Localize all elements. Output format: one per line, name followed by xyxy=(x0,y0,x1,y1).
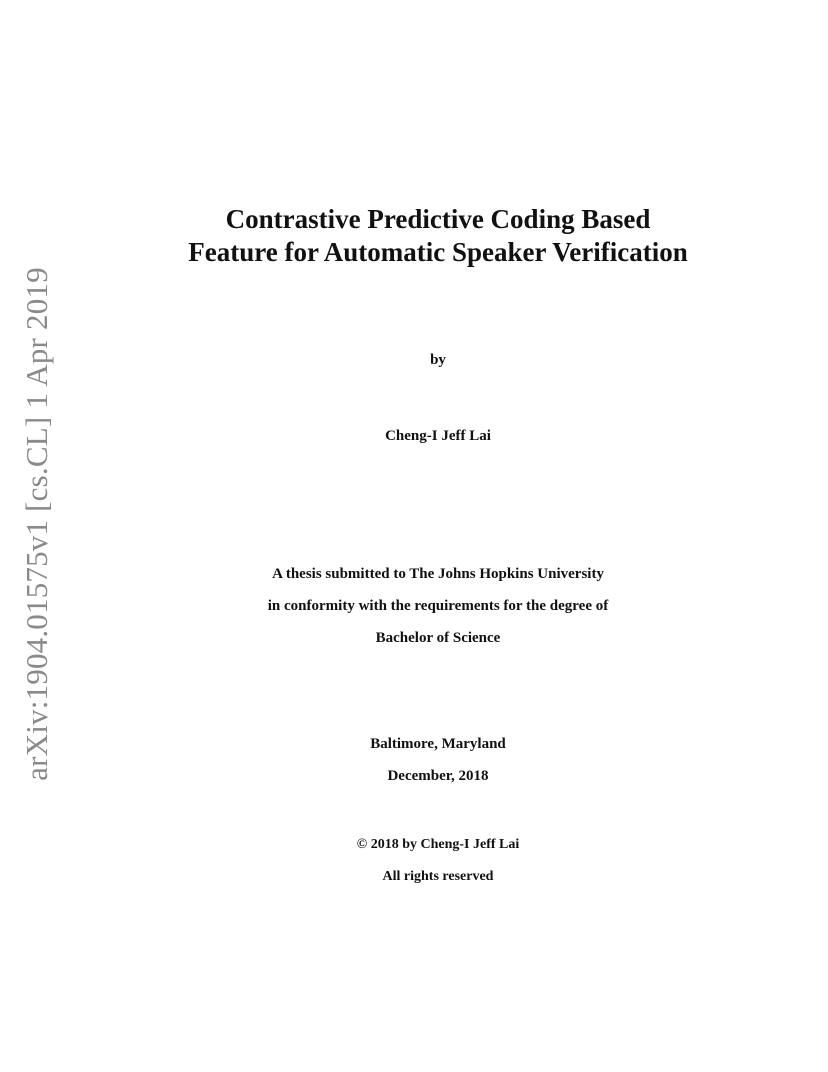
degree-name: Bachelor of Science xyxy=(375,630,501,646)
thesis-statement-line-2: in conformity with the requirements for the degree of xyxy=(267,598,609,614)
thesis-statement-line-1: A thesis submitted to The Johns Hopkins University xyxy=(272,566,604,582)
thesis-title-line-2: Feature for Automatic Speaker Verification xyxy=(188,237,688,267)
date: December, 2018 xyxy=(387,768,489,784)
copyright-block xyxy=(0,829,828,893)
rights-reserved: All rights reserved xyxy=(382,869,494,884)
location: Baltimore, Maryland xyxy=(370,736,506,752)
arxiv-identifier-stamp: arXiv:1904.01575v1 [cs.CL] 1 Apr 2019 xyxy=(19,267,54,781)
author-name: Cheng-I Jeff Lai xyxy=(385,428,491,444)
copyright-notice: © 2018 by Cheng-I Jeff Lai xyxy=(356,837,520,852)
thesis-title-line-1: Contrastive Predictive Coding Based xyxy=(225,204,651,234)
thesis-title xyxy=(0,203,828,269)
location-date-block xyxy=(0,728,828,792)
by-label: by xyxy=(430,352,446,368)
thesis-statement xyxy=(0,558,828,654)
